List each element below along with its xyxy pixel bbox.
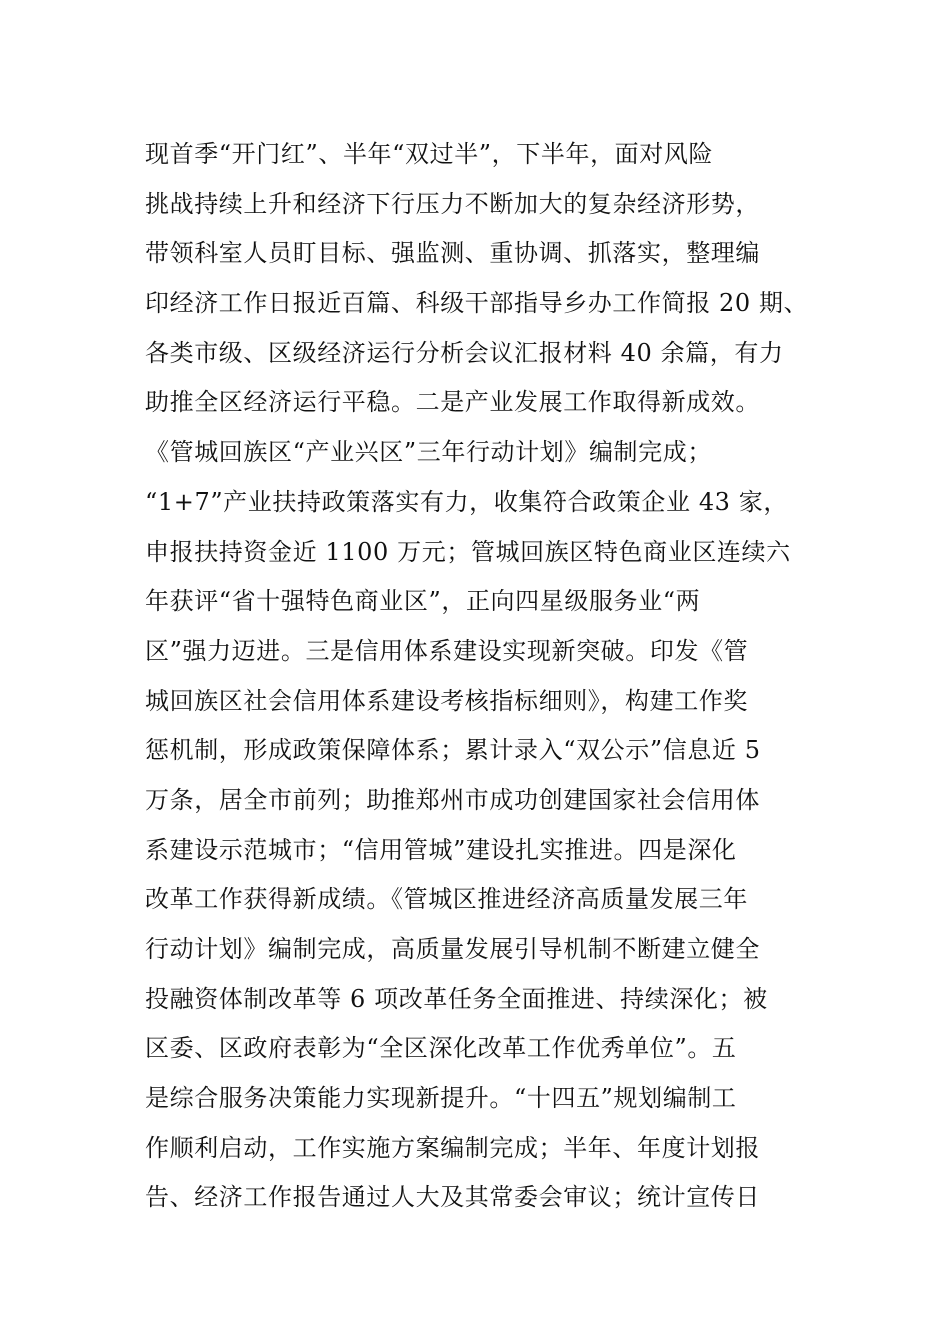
text-line: 申报扶持资金近 1100 万元；管城回族区特色商业区连续六	[145, 537, 791, 566]
text-line: 惩机制，形成政策保障体系；累计录入“双公示”信息近 5	[145, 736, 761, 765]
text-line: 年获评“省十强特色商业区”，正向四星级服务业“两	[145, 587, 701, 616]
body-text	[145, 130, 845, 1223]
text-line: 区”强力迈进。三是信用体系建设实现新突破。印发《管	[145, 636, 749, 665]
text-line: 系建设示范城市；“信用管城”建设扎实推进。四是深化	[145, 835, 737, 864]
text-line: 挑战持续上升和经济下行压力不断加大的复杂经济形势，	[145, 189, 760, 218]
text-line: 投融资体制改革等 6 项改革任务全面推进、持续深化；被	[145, 984, 768, 1013]
text-line: 区委、区政府表彰为“全区深化改革工作优秀单位”。五	[145, 1034, 737, 1063]
text-line: 《管城回族区“产业兴区”三年行动计划》编制完成；	[145, 438, 712, 467]
text-line: 作顺利启动，工作实施方案编制完成；半年、年度计划报	[145, 1133, 760, 1162]
text-line: 现首季“开门红”、半年“双过半”，下半年，面对风险	[145, 140, 714, 168]
text-line: “1+7”产业扶持政策落实有力，收集符合政策企业 43 家，	[145, 487, 788, 516]
text-line: 助推全区经济运行平稳。二是产业发展工作取得新成效。	[145, 388, 760, 417]
text-line: 印经济工作日报近百篇、科级干部指导乡办工作简报 20 期、	[145, 289, 809, 318]
text-line: 行动计划》编制完成，高质量发展引导机制不断建立健全	[145, 935, 760, 963]
text-line: 城回族区社会信用体系建设考核指标细则》，构建工作奖	[145, 686, 748, 715]
text-line: 告、经济工作报告通过人大及其常委会审议；统计宣传日	[145, 1183, 760, 1212]
text-line: 万条，居全市前列；助推郑州市成功创建国家社会信用体	[145, 785, 760, 814]
text-line: 各类市级、区级经济运行分析会议汇报材料 40 余篇，有力	[145, 338, 784, 367]
text-line: 带领科室人员盯目标、强监测、重协调、抓落实，整理编	[145, 239, 760, 268]
text-line: 改革工作获得新成绩。《管城区推进经济高质量发展三年	[145, 885, 748, 914]
text-line: 是综合服务决策能力实现新提升。“十四五”规划编制工	[145, 1084, 737, 1113]
